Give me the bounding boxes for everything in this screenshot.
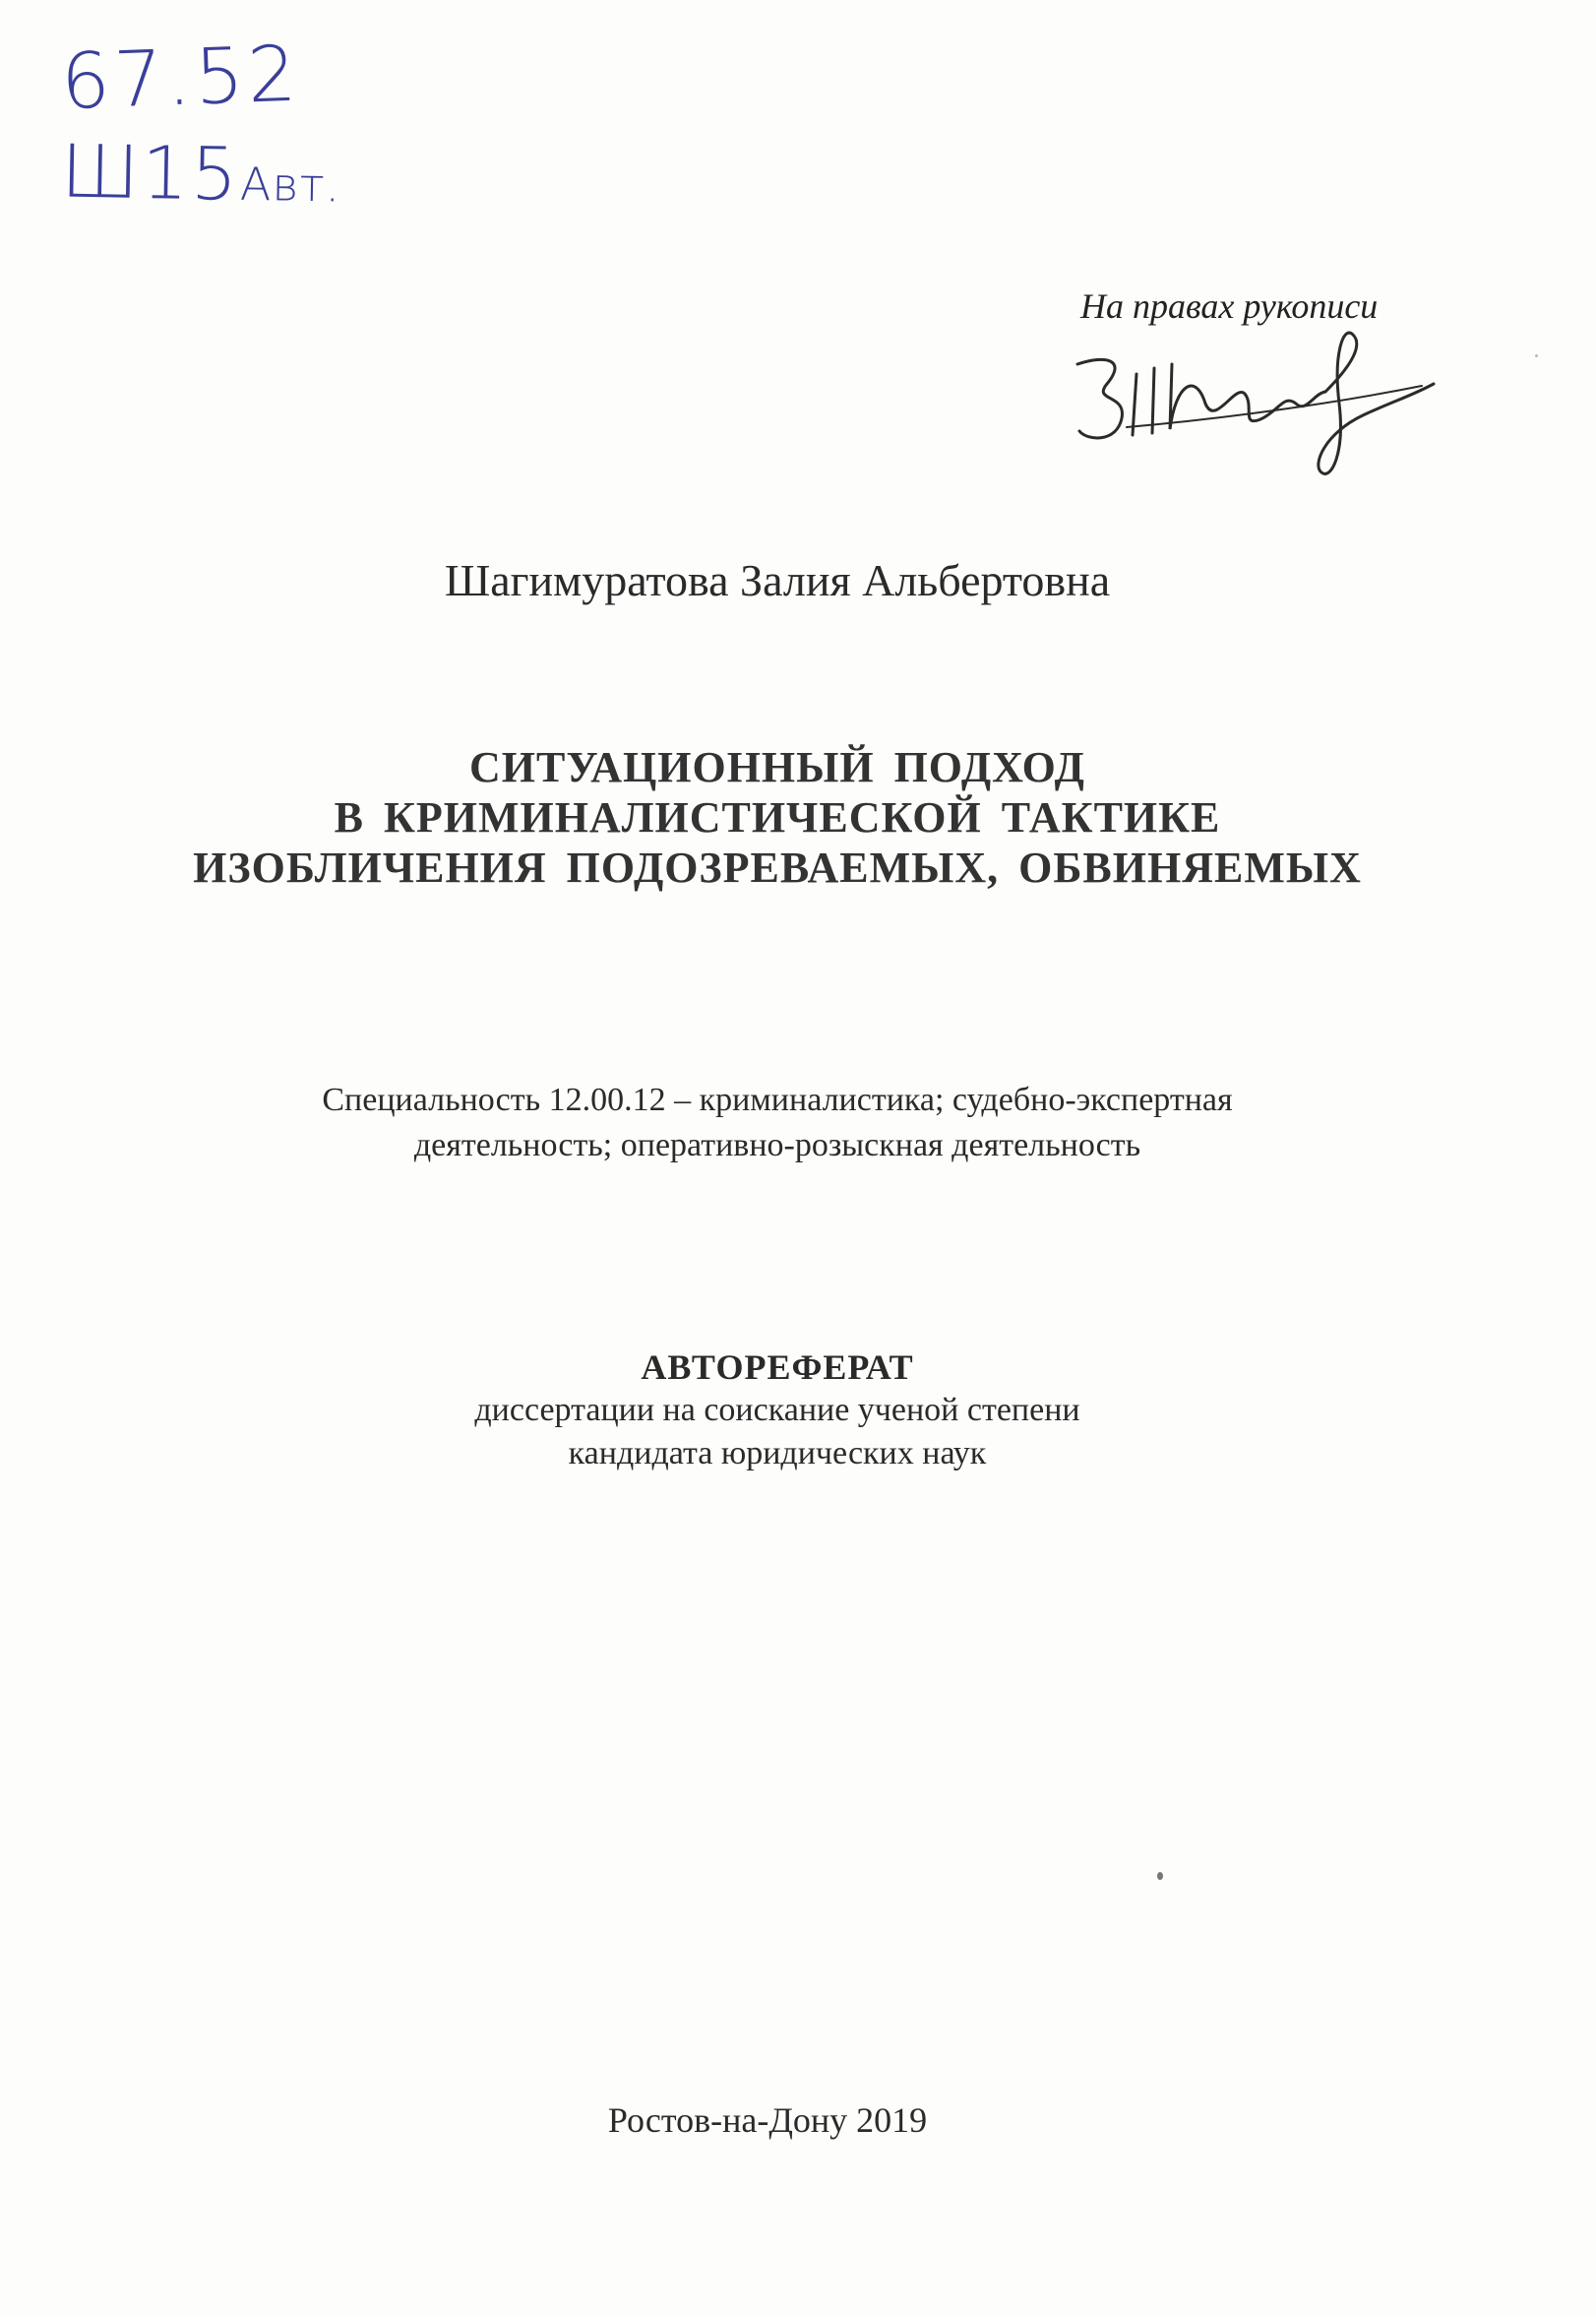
specialty-block [0,1078,1555,1168]
library-shelf-mark [59,30,341,218]
document-type-heading: АВТОРЕФЕРАТ [641,1347,914,1387]
degree-description [0,1389,1555,1475]
shelf-mark-code: Ш15 [60,129,241,218]
shelf-mark-suffix: Авт. [239,156,341,213]
manuscript-rights-note: На правах рукописи [1080,286,1379,326]
title-line: СИТУАЦИОННЫЙ ПОДХОД [469,743,1085,791]
dissertation-title [0,742,1555,893]
author-name: Шагимуратова Залия Альбертовна [444,555,1111,605]
degree-line: кандидата юридических наук [568,1435,987,1471]
place-and-year: Ростов-на-Дону 2019 [607,2100,928,2140]
degree-line: диссертации на соискание ученой степени [474,1392,1080,1428]
paper-speck [1157,1872,1163,1880]
paper-speck [1535,354,1538,357]
specialty-line: деятельность; оперативно-розыскная деятельность [413,1127,1141,1163]
title-line: ИЗОБЛИЧЕНИЯ ПОДОЗРЕВАЕМЫХ, ОБВИНЯЕМЫХ [193,844,1362,892]
author-signature [1068,325,1442,482]
title-line: В КРИМИНАЛИСТИЧЕСКОЙ ТАКТИКЕ [334,793,1221,842]
specialty-line: Специальность 12.00.12 – криминалистика; судебно-экспертная [322,1082,1233,1118]
shelf-mark-line1: 67.52 [59,30,302,127]
shelf-mark-line2 [60,129,341,218]
